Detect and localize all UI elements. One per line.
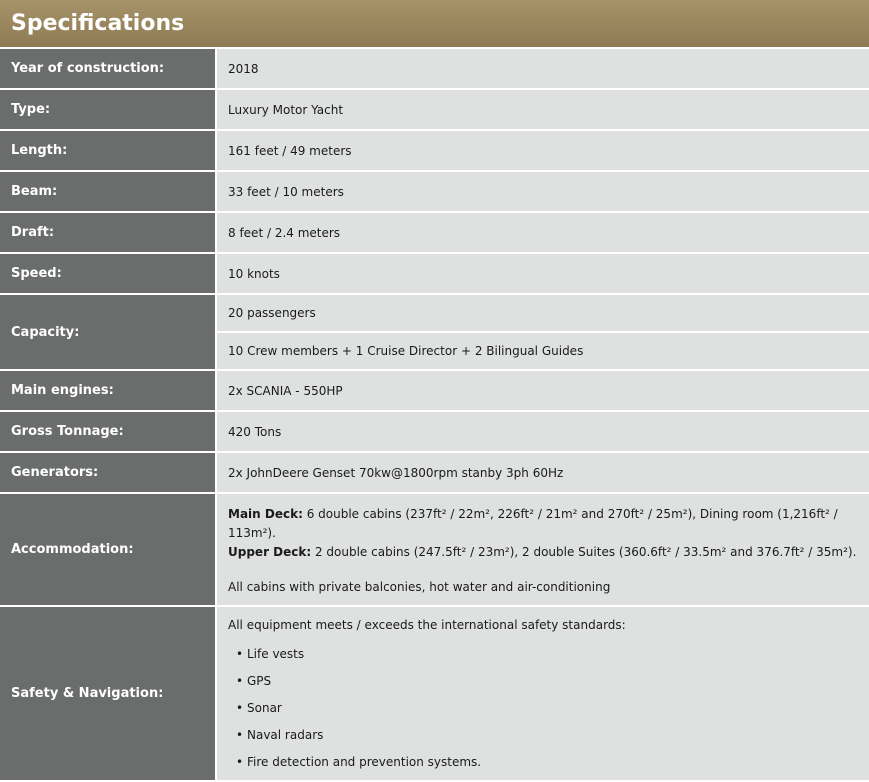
bullet-icon: • <box>236 728 244 742</box>
row-value: 10 knots <box>217 254 869 293</box>
section-title: Specifications <box>0 0 869 47</box>
main-deck-text: 6 double cabins (237ft² / 22m², 226ft² / 21m² and 270ft² / 25m²), Dining room (1,216ft² / 113m²). <box>228 507 838 540</box>
row-value: 20 passengers <box>217 295 869 331</box>
list-item-text: Fire detection and prevention systems. <box>247 755 482 769</box>
row-value: Luxury Motor Yacht <box>217 90 869 129</box>
row-label: Accommodation: <box>0 494 215 605</box>
cabins-note: All cabins with private balconies, hot water and air-conditioning <box>228 580 611 594</box>
main-deck-label: Main Deck: <box>228 507 303 521</box>
row-label: Gross Tonnage: <box>0 412 215 451</box>
bullet-icon: • <box>236 701 244 715</box>
table-row-length <box>0 131 869 170</box>
list-item-text: Naval radars <box>247 728 324 742</box>
specifications-table <box>0 49 869 782</box>
table-row-type <box>0 90 869 129</box>
safety-intro: All equipment meets / exceeds the international safety standards: <box>228 618 626 632</box>
table-row-safety <box>0 607 869 780</box>
list-item <box>228 695 858 722</box>
row-value: 8 feet / 2.4 meters <box>217 213 869 252</box>
list-item <box>228 722 858 749</box>
row-value: 161 feet / 49 meters <box>217 131 869 170</box>
table-row-generators <box>0 453 869 492</box>
upper-deck-label: Upper Deck: <box>228 545 312 559</box>
row-value: 2018 <box>217 49 869 88</box>
list-item <box>228 668 858 695</box>
row-value: 2x JohnDeere Genset 70kw@1800rpm stanby 3ph 60Hz <box>217 453 869 492</box>
row-label: Length: <box>0 131 215 170</box>
bullet-icon: • <box>236 647 244 661</box>
safety-details <box>217 607 869 780</box>
bullet-icon: • <box>236 755 244 769</box>
list-item-text: GPS <box>247 674 272 688</box>
row-label: Capacity: <box>0 295 215 369</box>
row-value: 10 Crew members + 1 Cruise Director + 2 Bilingual Guides <box>217 333 869 369</box>
safety-list <box>228 641 858 776</box>
row-label: Draft: <box>0 213 215 252</box>
row-label: Beam: <box>0 172 215 211</box>
upper-deck-text: 2 double cabins (247.5ft² / 23m²), 2 double Suites (360.6ft² / 33.5m² and 376.7ft² / 35m²). <box>311 545 857 559</box>
table-row-tonnage <box>0 412 869 451</box>
list-item-text: Sonar <box>247 701 282 715</box>
table-row-draft <box>0 213 869 252</box>
row-label: Generators: <box>0 453 215 492</box>
upper-deck-line <box>228 543 858 562</box>
row-label: Safety & Navigation: <box>0 607 215 780</box>
row-label: Type: <box>0 90 215 129</box>
accommodation-details <box>217 494 869 605</box>
row-value: 2x SCANIA - 550HP <box>217 371 869 410</box>
row-label: Speed: <box>0 254 215 293</box>
table-row-beam <box>0 172 869 211</box>
list-item <box>228 641 858 668</box>
list-item-text: Life vests <box>247 647 305 661</box>
main-deck-line <box>228 505 858 543</box>
table-row-engines <box>0 371 869 410</box>
row-value: 33 feet / 10 meters <box>217 172 869 211</box>
table-row-accommodation <box>0 494 869 605</box>
bullet-icon: • <box>236 674 244 688</box>
row-label: Year of construction: <box>0 49 215 88</box>
row-label: Main engines: <box>0 371 215 410</box>
table-row-speed <box>0 254 869 293</box>
row-value: 420 Tons <box>217 412 869 451</box>
table-row-year <box>0 49 869 88</box>
table-row-capacity <box>0 295 869 369</box>
list-item <box>228 749 858 776</box>
